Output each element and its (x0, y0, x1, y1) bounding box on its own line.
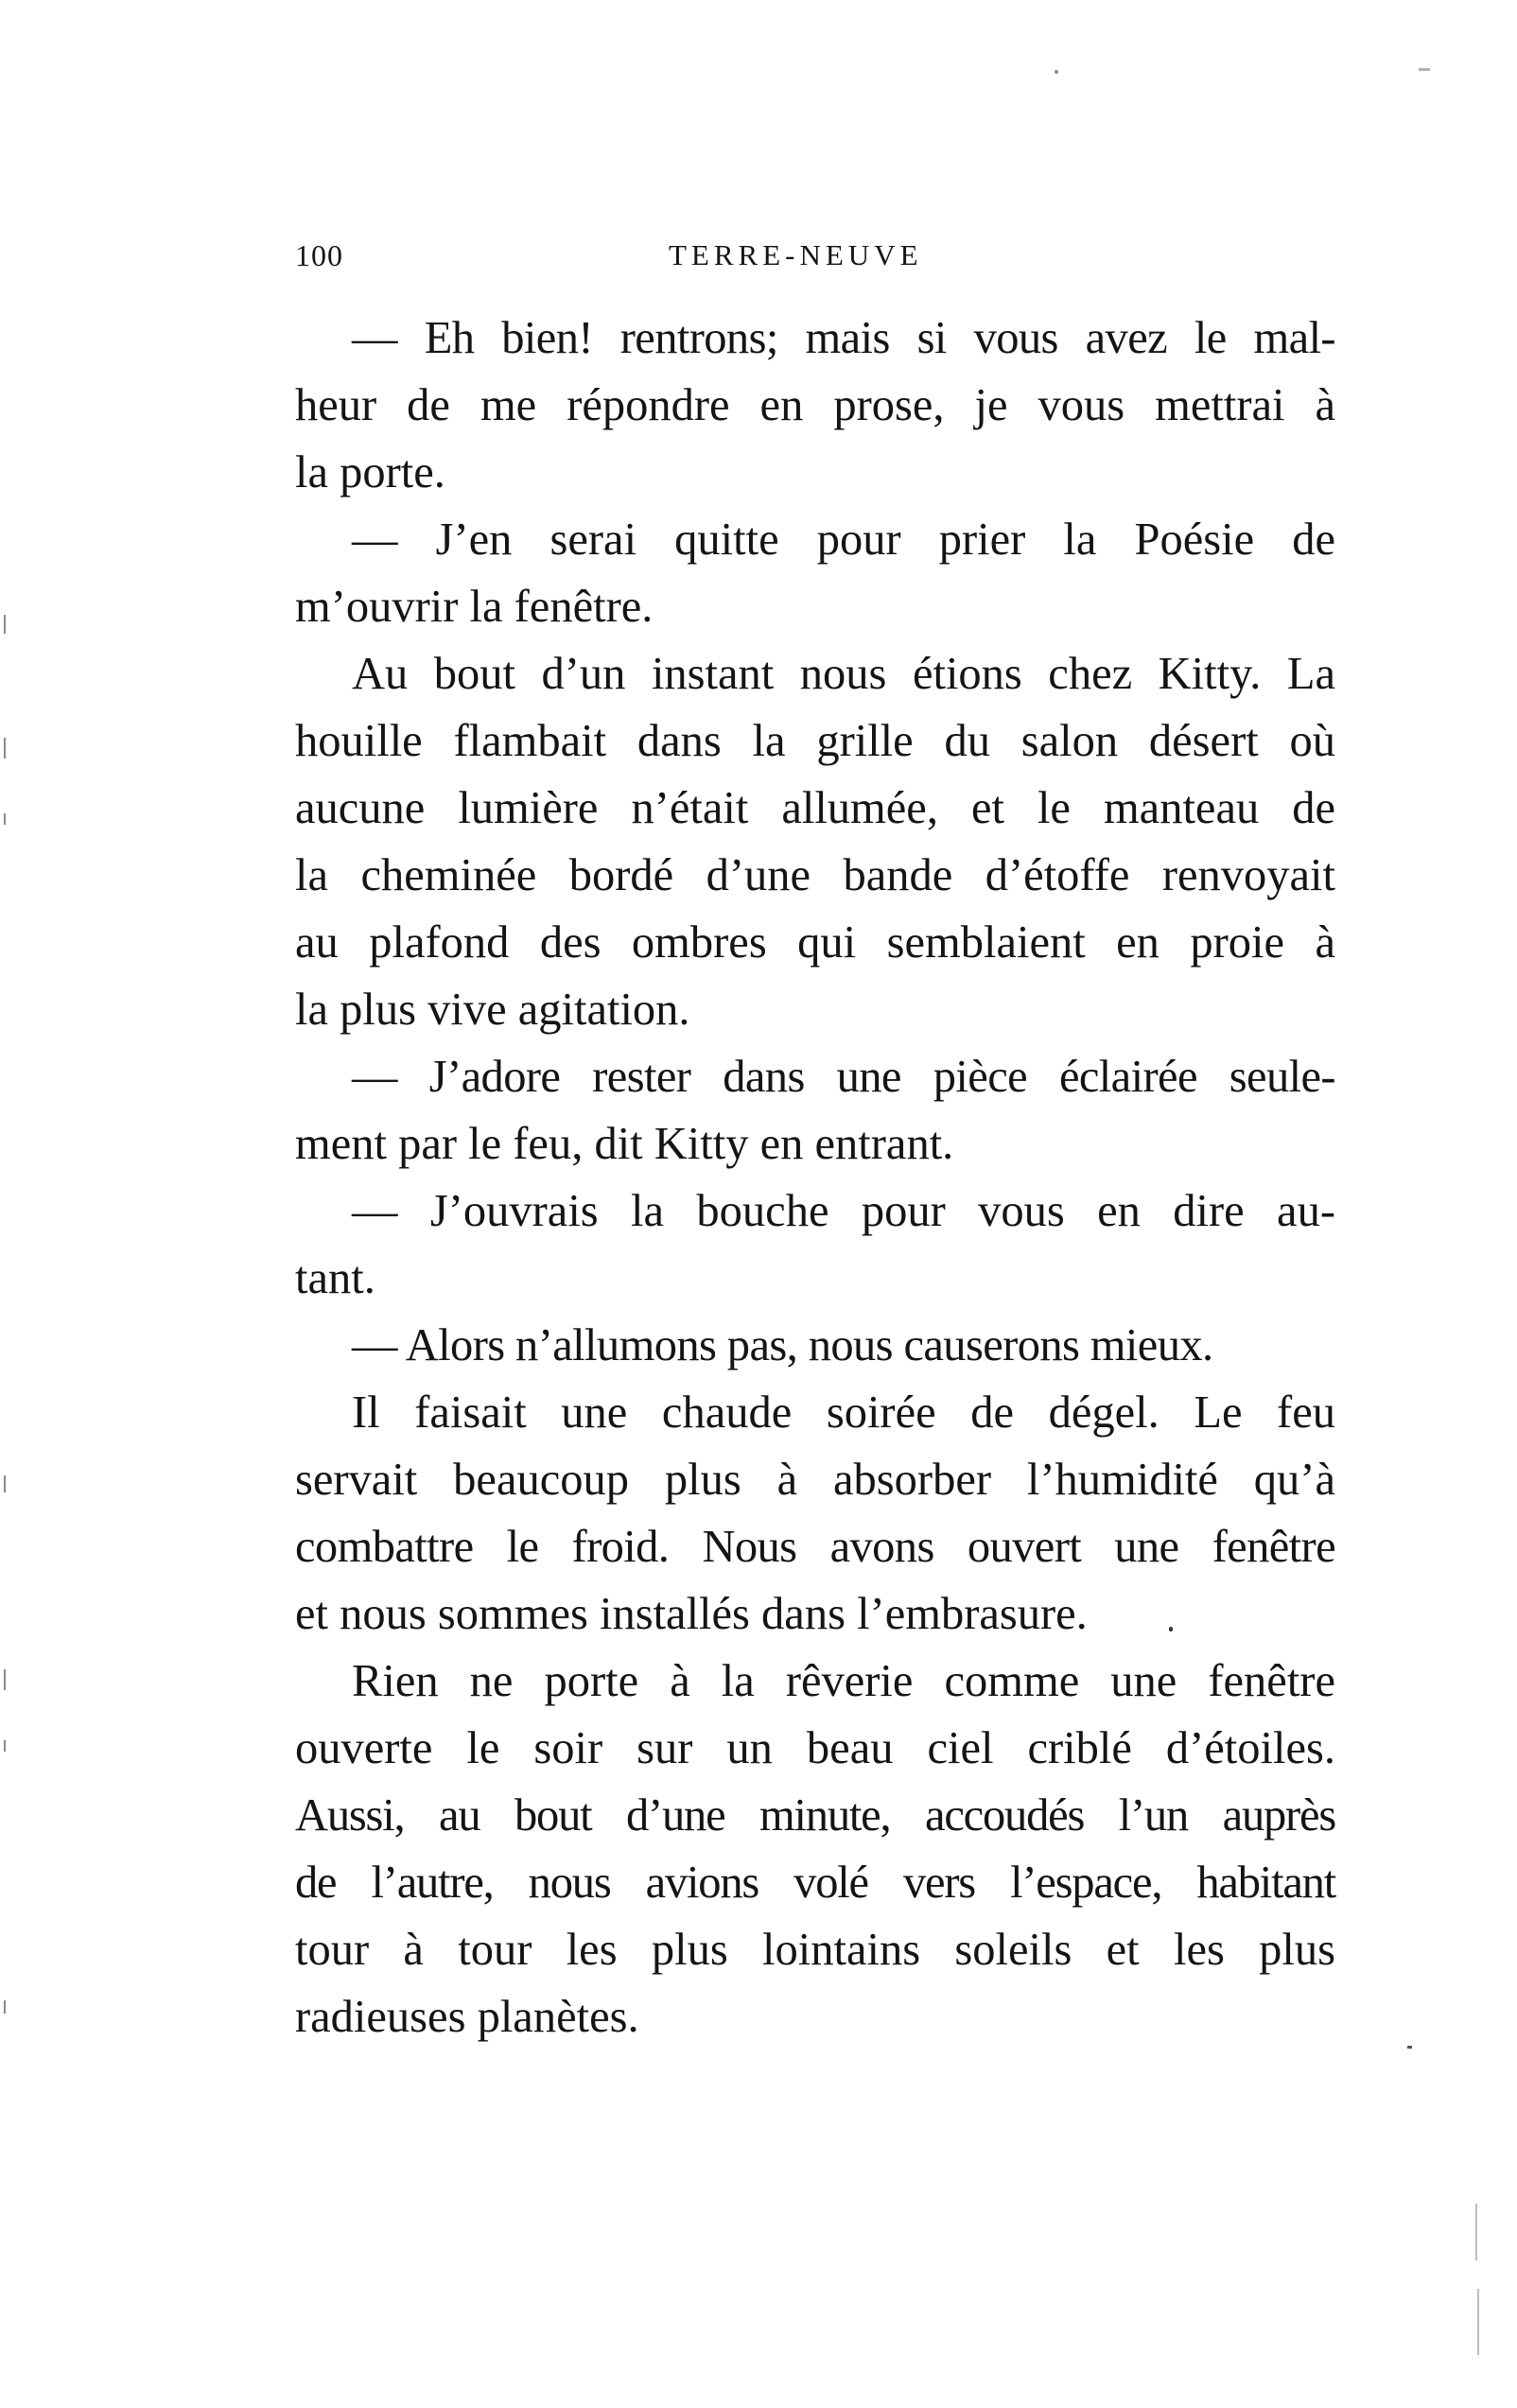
text-line: tant. (295, 1253, 375, 1303)
text-line: la cheminée bordé d’une bande d’étoffe renvoyait (295, 850, 1335, 900)
text-line: m’ouvrir la fenêtre. (295, 582, 654, 632)
left-margin-speck (4, 813, 6, 825)
top-speck (1419, 68, 1430, 71)
paragraph (295, 1379, 1335, 1648)
top-speck (1055, 70, 1058, 74)
page-number: 100 (295, 238, 343, 272)
right-margin-speck (1477, 2289, 1479, 2355)
paragraph (295, 506, 1335, 640)
text-line: ment par le feu, dit Kitty en entrant. (295, 1119, 954, 1169)
paragraph (295, 1178, 1335, 1312)
text-line: — J’adore rester dans une pièce éclairée seule- (352, 1052, 1335, 1102)
text-line: et nous sommes installés dans l’embrasure. (295, 1589, 1088, 1639)
text-line: radieuses planètes. (295, 1992, 639, 2042)
text-line: servait beaucoup plus à absorber l’humidité qu’à (295, 1455, 1335, 1505)
text-line: heur de me répondre en prose, je vous mettrai à (295, 380, 1335, 430)
left-margin-speck (4, 615, 6, 634)
text-line: de l’autre, nous avions volé vers l’espace, habitant (295, 1858, 1335, 1908)
paragraph (295, 1648, 1335, 2050)
text-line: ouverte le soir sur un beau ciel criblé d’étoiles. (295, 1723, 1335, 1773)
text-line: au plafond des ombres qui semblaient en proie à (295, 917, 1335, 968)
text-line: la porte. (295, 447, 445, 497)
text-line: tour à tour les plus lointains soleils et les plus (295, 1925, 1335, 1975)
left-margin-speck (4, 1740, 6, 1752)
text-line: Aussi, au bout d’une minute, accoudés l’un auprès (295, 1790, 1335, 1841)
left-margin-speck (4, 738, 6, 759)
running-head (295, 236, 1335, 274)
text-line: houille flambait dans la grille du salon désert où (295, 716, 1335, 766)
paragraph (295, 1312, 1335, 1379)
paragraph (295, 1043, 1335, 1178)
left-margin-speck (4, 1475, 6, 1492)
body-text (295, 305, 1335, 2050)
text-line: Il faisait une chaude soirée de dégel. Le feu (352, 1387, 1335, 1438)
text-line: aucune lumière n’était allumée, et le manteau de (295, 783, 1335, 833)
paragraph (295, 640, 1335, 1043)
text-speck (1407, 2046, 1412, 2049)
running-title: TERRE-NEUVE (669, 238, 923, 271)
text-line: — J’en serai quitte pour prier la Poésie de (352, 515, 1335, 565)
right-margin-speck (1475, 2204, 1477, 2260)
text-line: Au bout d’un instant nous étions chez Kitty. La (352, 649, 1335, 699)
left-margin-speck (4, 1669, 6, 1690)
text-line: Rien ne porte à la rêverie comme une fenêtre (352, 1656, 1335, 1706)
text-line: la plus vive agitation. (295, 985, 690, 1035)
text-line: — Alors n’allumons pas, nous causerons mieux. (352, 1320, 1213, 1370)
text-line: — Eh bien! rentrons; mais si vous avez le mal- (352, 313, 1335, 363)
paragraph (295, 305, 1335, 506)
text-line: combattre le froid. Nous avons ouvert une fenêtre (295, 1522, 1335, 1572)
left-margin-speck (4, 2000, 6, 2014)
text-line: — J’ouvrais la bouche pour vous en dire au- (352, 1186, 1335, 1236)
